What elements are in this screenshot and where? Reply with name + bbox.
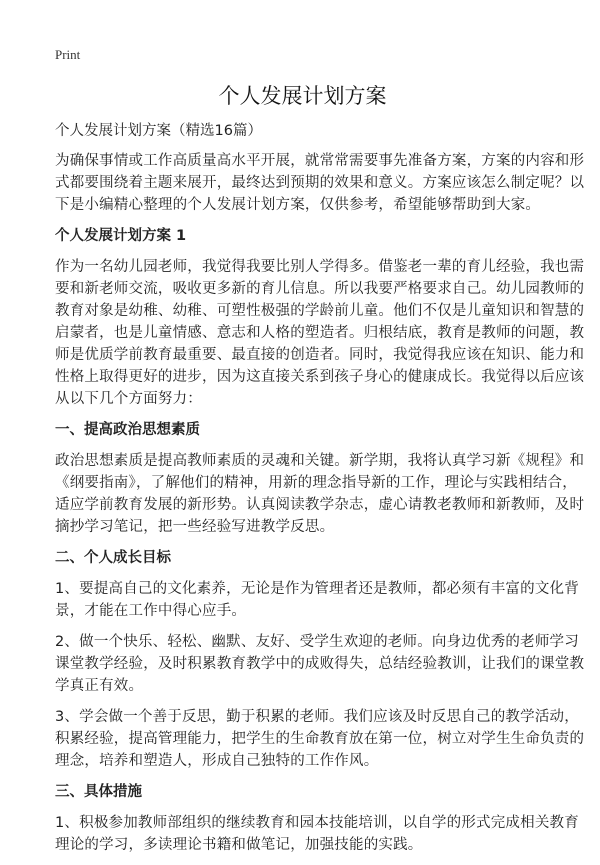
paragraph-line: 3、学会做一个善于反思，勤于积累的老师。我们应该及时反思自己的教学活动， — [55, 709, 579, 725]
paragraph — [55, 150, 585, 216]
paragraph — [55, 631, 585, 697]
paragraph — [55, 578, 579, 622]
paragraph-line: 作为一名幼儿园老师，我觉得我要比别人学得多。借鉴老一辈的育儿经验，我也需 — [55, 259, 585, 275]
paragraph-line: 教育对象是幼稚、幼稚、可塑性极强的学龄前儿童。他们不仅是儿童知识和智慧的 — [55, 303, 585, 319]
paragraph-line: 性格上取得更好的进步，因为这直接关系到孩子身心的健康成长。我觉得以后应该 — [55, 369, 585, 385]
paragraph — [55, 256, 585, 410]
section-heading: 个人发展计划方案 1 — [55, 228, 187, 244]
paragraph-line: 政治思想素质是提高教师素质的灵魂和关键。新学期，我将认真学习新《规程》和 — [55, 453, 585, 469]
paragraph-line: 摘抄学习笔记，把一些经验写进教学反思。 — [55, 519, 335, 535]
paragraph-line: 要和新老师交流，吸收更多新的育儿信息。所以我要严格要求自己。幼儿园教师的 — [55, 281, 585, 297]
paragraph-line: 课堂教学经验，及时积累教育教学中的成败得失，总结经验教训，让我们的课堂教 — [55, 656, 585, 672]
paragraph-line: 理论的学习，多读理论书籍和做笔记，加强技能的实践。 — [55, 837, 423, 853]
paragraph-line: 师是优质学前教育最重要、最直接的创造者。同时，我觉得我应该在知识、能力和 — [55, 347, 585, 363]
paragraph-line: 理念，培养和塑造人，形成自己独特的工作作风。 — [55, 753, 379, 769]
paragraph-line: 从以下几个方面努力： — [55, 391, 202, 407]
paragraph-line: 式都要围绕着主题来展开，最终达到预期的效果和意义。方案应该怎么制定呢？以 — [55, 175, 585, 191]
paragraph — [55, 706, 585, 772]
paragraph-line: 2、做一个快乐、轻松、幽默、友好、受学生欢迎的老师。向身边优秀的老师学习 — [55, 634, 579, 650]
paragraph — [55, 450, 585, 538]
paragraph — [55, 812, 579, 856]
document-subtitle: 个人发展计划方案（精选16篇） — [55, 123, 262, 139]
paragraph-line: 适应学前教育发展的新形势。认真阅读教学杂志，虚心请教老教师和新教师，及时 — [55, 497, 585, 513]
paragraph-line: 1、积极参加教师部组织的继续教育和园本技能培训，以自学的形式完成相关教育 — [55, 815, 579, 831]
section-heading: 三、具体措施 — [55, 784, 142, 800]
document-body — [55, 120, 585, 865]
section-heading: 二、个人成长目标 — [55, 550, 171, 566]
paragraph-line: 景，才能在工作中得心应手。 — [55, 603, 247, 619]
print-link[interactable]: Print — [55, 47, 81, 62]
document-title: 个人发展计划方案 — [218, 84, 387, 108]
paragraph-line: 1、要提高自己的文化素养，无论是作为管理者还是教师，都必须有丰富的文化背 — [55, 581, 579, 597]
section-heading: 一、提高政治思想素质 — [55, 422, 200, 438]
paragraph-line: 启蒙者，也是儿童情感、意志和人格的塑造者。归根结底，教育是教师的问题，教 — [55, 325, 585, 341]
paragraph-line: 学真正有效。 — [55, 678, 144, 694]
paragraph-line: 积累经验，提高管理能力，把学生的生命教育放在第一位，树立对学生生命负责的 — [55, 731, 585, 747]
paragraph-line: 下是小编精心整理的个人发展计划方案，仅供参考，希望能够帮助到大家。 — [55, 197, 541, 213]
paragraph-line: 为确保事情或工作高质量高水平开展，就常常需要事先准备方案，方案的内容和形 — [55, 153, 585, 169]
paragraph-line: 《纲要指南》，了解他们的精神，用新的理念指导新的工作，理论与实践相结合， — [55, 475, 577, 491]
